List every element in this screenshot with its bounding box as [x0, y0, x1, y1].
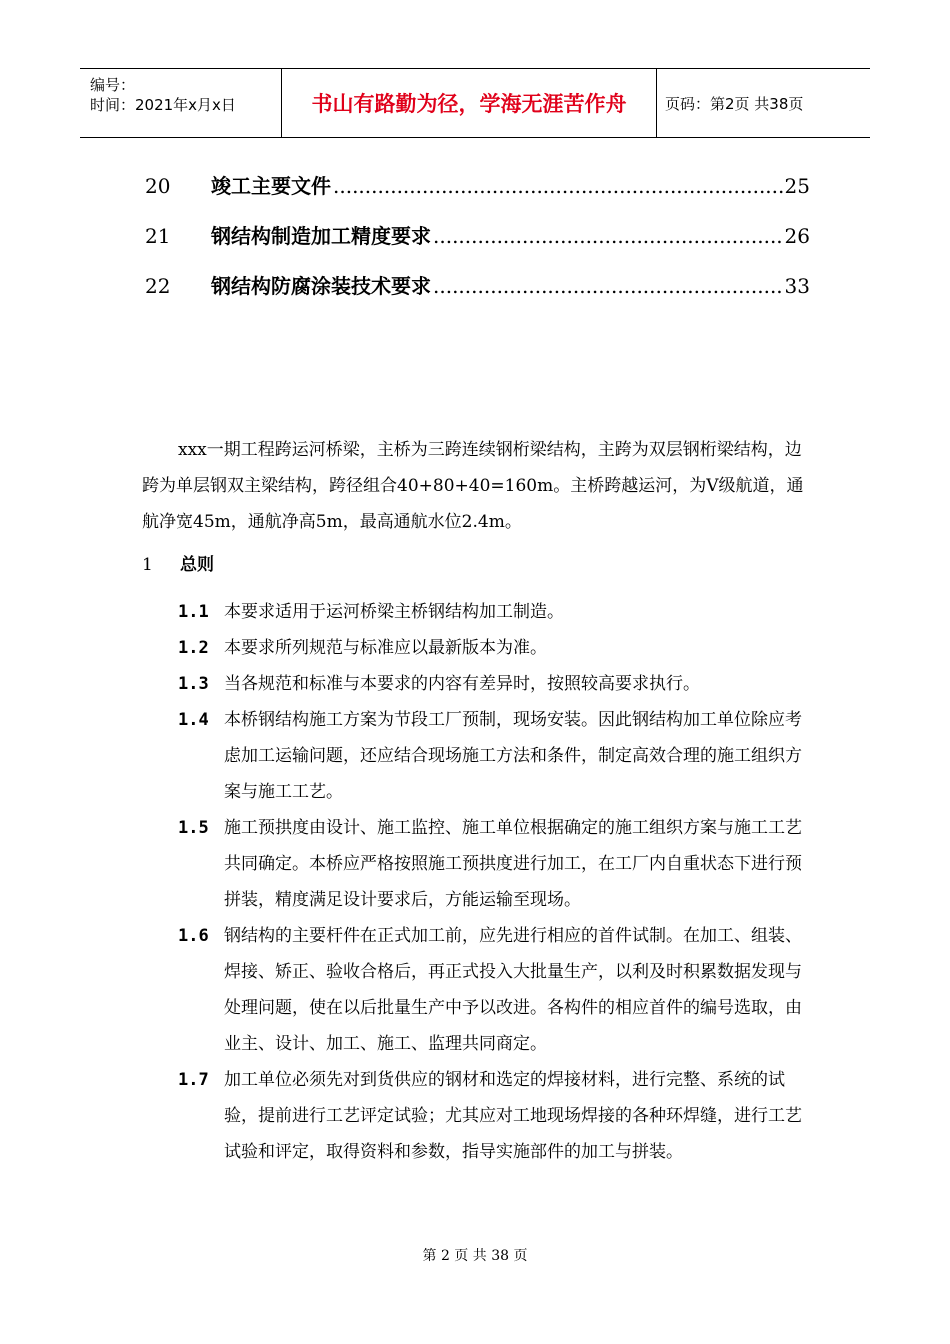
intro-text: xxx一期工程跨运河桥梁，主桥为三跨连续钢桁梁结构，主跨为双层钢桁梁结构，边跨为单层钢双主梁结构，跨径组合40+80+40=160m。主桥跨越运河，为Ⅴ级航道，通航净宽45m，通航净高5m，最高通航水位2.4m。 [142, 440, 804, 532]
page-footer: 第 2 页 共 38 页 [422, 1248, 528, 1264]
table-of-contents [145, 170, 810, 320]
toc-entry-number: 21 [145, 224, 171, 248]
toc-leader-dots [433, 274, 783, 298]
toc-entry-page: 26 [784, 224, 810, 248]
clause-item [178, 918, 818, 1062]
section-title: 总则 [180, 555, 214, 575]
clause-list [178, 594, 818, 1170]
header-page-info: 页码：第2页 共38页 [665, 94, 804, 113]
toc-leader-dots [333, 174, 783, 198]
toc-entry-number: 22 [145, 274, 171, 298]
clause-number: 1.2 [178, 638, 209, 658]
clause-number: 1.3 [178, 674, 209, 694]
section-heading [142, 550, 214, 580]
clause-number: 1.5 [178, 818, 209, 838]
clause-item [178, 666, 818, 702]
toc-entry-page: 25 [784, 174, 810, 198]
toc-entry-page: 33 [784, 274, 810, 298]
page-header [80, 68, 870, 138]
intro-paragraph [142, 432, 810, 540]
toc-leader-dots [433, 224, 783, 248]
toc-entry[interactable] [145, 270, 810, 320]
clause-text: 施工预拱度由设计、施工监控、施工单位根据确定的施工组织方案与施工工艺共同确定。本桥应严格按照施工预拱度进行加工，在工厂内自重状态下进行预拼装，精度满足设计要求后，方能运输至现场。 [224, 818, 802, 910]
toc-entry[interactable] [145, 220, 810, 270]
clause-number: 1.4 [178, 710, 209, 730]
header-date-label: 时间：2021年x月x日 [90, 96, 236, 114]
clause-text: 加工单位必须先对到货供应的钢材和选定的焊接材料，进行完整、系统的试验，提前进行工艺评定试验；尤其应对工地现场焊接的各种环焊缝，进行工艺试验和评定，取得资料和参数，指导实施部件的加工与拼装。 [224, 1070, 802, 1162]
clause-number: 1.1 [178, 602, 209, 622]
clause-text: 本要求所列规范与标准应以最新版本为准。 [224, 638, 547, 658]
clause-item [178, 594, 818, 630]
clause-item [178, 702, 818, 810]
header-motto: 书山有路勤为径，学海无涯苦作舟 [282, 69, 657, 137]
clause-number: 1.6 [178, 926, 209, 946]
clause-item [178, 810, 818, 918]
toc-entry-title: 竣工主要文件 [211, 174, 331, 198]
clause-text: 本要求适用于运河桥梁主桥钢结构加工制造。 [224, 602, 564, 622]
clause-text: 钢结构的主要杆件在正式加工前，应先进行相应的首件试制。在加工、组装、焊接、矫正、验收合格后，再正式投入大批量生产，以利及时积累数据发现与处理问题，使在以后批量生产中予以改进。各构件的相应首件的编号选取，由业主、设计、加工、施工、监理共同商定。 [224, 926, 802, 1054]
toc-entry-title: 钢结构防腐涂装技术要求 [211, 274, 431, 298]
clause-text: 当各规范和标准与本要求的内容有差异时，按照较高要求执行。 [224, 674, 700, 694]
header-left-cell [80, 69, 282, 137]
section-number: 1 [142, 555, 153, 575]
clause-item [178, 1062, 818, 1170]
clause-number: 1.7 [178, 1070, 209, 1090]
header-code-label: 编号： [90, 76, 136, 94]
toc-entry-title: 钢结构制造加工精度要求 [211, 224, 431, 248]
toc-entry-number: 20 [145, 174, 171, 198]
toc-entry[interactable] [145, 170, 810, 220]
clause-text: 本桥钢结构施工方案为节段工厂预制，现场安装。因此钢结构加工单位除应考虑加工运输问题，还应结合现场施工方法和条件，制定高效合理的施工组织方案与施工工艺。 [224, 710, 802, 802]
clause-item [178, 630, 818, 666]
